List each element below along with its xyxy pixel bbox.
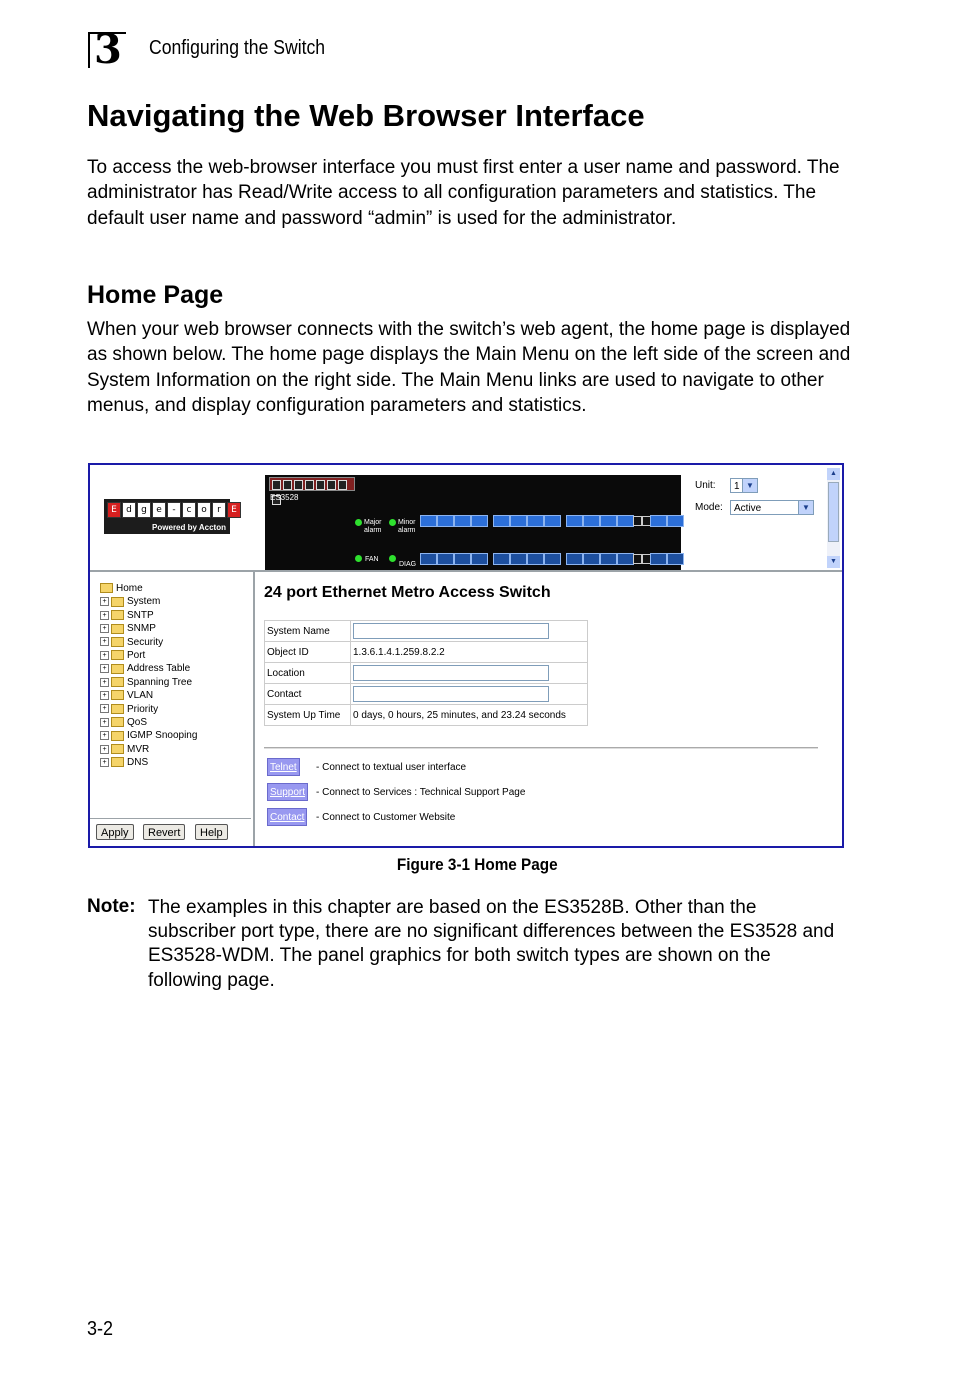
expand-icon[interactable]: + — [100, 758, 109, 767]
folder-icon — [111, 650, 124, 660]
menu-item-label: Address Table — [127, 663, 191, 675]
menu-item-label: Home — [116, 583, 143, 594]
expand-icon[interactable]: + — [100, 691, 109, 700]
menu-item-label: SNMP — [127, 623, 156, 635]
revert-button[interactable]: Revert — [143, 824, 185, 840]
telnet-description: - Connect to textual user interface — [316, 762, 467, 773]
menu-item-port[interactable] — [100, 649, 197, 662]
scroll-thumb[interactable] — [828, 482, 839, 542]
folder-icon — [111, 704, 124, 714]
menu-item-spanning-tree[interactable] — [100, 676, 197, 689]
menu-item-label: SNTP — [127, 609, 154, 621]
menu-item-label: VLAN — [127, 690, 154, 702]
menu-divider — [90, 818, 251, 819]
apply-button[interactable]: Apply — [96, 824, 134, 840]
rj45-port[interactable] — [420, 553, 437, 565]
chevron-down-icon: ▼ — [798, 501, 813, 514]
rj45-port[interactable] — [583, 515, 600, 527]
diag-label: DIAG — [399, 561, 417, 568]
expand-icon[interactable]: + — [100, 745, 109, 754]
rj45-port[interactable] — [617, 553, 634, 565]
menu-item-label: Port — [127, 649, 146, 661]
diag-led — [389, 555, 396, 562]
expand-icon[interactable]: + — [100, 597, 109, 606]
note-label: Note: — [87, 896, 136, 917]
mode-value: Active — [734, 503, 762, 514]
uplink-port[interactable] — [650, 553, 667, 565]
rj45-port[interactable] — [566, 553, 583, 565]
chevron-down-icon: ▼ — [742, 479, 757, 492]
rj45-port[interactable] — [583, 553, 600, 565]
content-divider — [264, 747, 818, 749]
expand-icon[interactable]: + — [100, 624, 109, 633]
help-button[interactable]: Help — [195, 824, 228, 840]
menu-item-system[interactable] — [100, 595, 197, 608]
rj45-port[interactable] — [617, 515, 634, 527]
menu-item-label: System — [127, 596, 161, 608]
figure-caption — [0, 855, 954, 875]
menu-item-sntp[interactable] — [100, 609, 197, 622]
mode-label: Mode: — [695, 502, 723, 513]
major-alarm-label: Major alarm — [364, 519, 382, 534]
field-label: System Name — [265, 621, 351, 642]
rj45-port[interactable] — [493, 553, 510, 565]
subsection-title: Home Page — [87, 281, 224, 309]
menu-item-home[interactable] — [100, 582, 197, 595]
main-menu-frame — [90, 572, 255, 846]
rj45-port[interactable] — [566, 515, 583, 527]
figure-caption-text: Figure 3-1 Home Page — [396, 855, 558, 874]
menu-item-label: Spanning Tree — [127, 676, 193, 688]
telnet-link[interactable]: Telnet — [267, 758, 300, 776]
rj45-port[interactable] — [437, 515, 454, 527]
menu-item-label: DNS — [127, 757, 149, 769]
logo-letter: E — [107, 502, 121, 518]
field-label: Object ID — [265, 642, 351, 663]
sfp-slot[interactable] — [633, 516, 642, 526]
folder-icon — [111, 757, 124, 767]
note-text: The examples in this chapter are based on the ES3528B. Other than the subscriber port type, there are no significant differences between the ES3528 and ES3528-WDM. The panel graphics for both switch types are shown on the following page. — [148, 897, 835, 991]
menu-item-address-table[interactable] — [100, 662, 197, 675]
scroll-down-icon[interactable]: ▼ — [827, 556, 840, 568]
switch-heading: 24 port Ethernet Metro Access Switch — [264, 584, 551, 601]
rj45-port[interactable] — [420, 515, 437, 527]
logo-powered-by: Powered by Accton — [152, 523, 226, 532]
system-info-table — [264, 620, 588, 726]
page-number: 3-2 — [87, 1318, 114, 1340]
folder-icon — [111, 677, 124, 687]
menu-item-priority[interactable] — [100, 703, 197, 716]
support-description: - Connect to Services : Technical Support Page — [316, 787, 526, 798]
unit-select[interactable] — [730, 478, 758, 493]
rj45-port[interactable] — [454, 515, 471, 527]
field-value-cell — [351, 684, 588, 705]
rj45-port[interactable] — [510, 515, 527, 527]
rj45-port[interactable] — [527, 553, 544, 565]
unit-value: 1 — [734, 481, 740, 492]
expand-icon[interactable]: + — [100, 731, 109, 740]
uplink-port[interactable] — [667, 515, 684, 527]
rj45-port[interactable] — [544, 515, 561, 527]
unit-label: Unit: — [695, 480, 716, 491]
field-value: 1.3.6.1.4.1.259.8.2.2 — [351, 642, 588, 663]
logo-letter: r — [212, 502, 226, 518]
support-link[interactable]: Support — [267, 783, 308, 801]
logo-letter: - — [167, 502, 181, 518]
running-title: Configuring the Switch — [149, 37, 326, 59]
table-row — [265, 705, 588, 726]
fan-led — [355, 555, 362, 562]
folder-icon — [111, 744, 124, 754]
contact-description: - Connect to Customer Website — [316, 812, 456, 823]
rj45-port[interactable] — [471, 515, 488, 527]
table-row — [265, 621, 588, 642]
table-row — [265, 642, 588, 663]
expand-icon[interactable]: + — [100, 678, 109, 687]
menu-item-label: Priority — [127, 703, 159, 715]
menu-item-security[interactable] — [100, 636, 197, 649]
rj45-port[interactable] — [600, 553, 617, 565]
table-row — [265, 663, 588, 684]
mode-select[interactable] — [730, 500, 814, 515]
panel-model-label: ES3528 — [270, 493, 299, 502]
intro-paragraph: To access the web-browser interface you must first enter a user name and password. The administrator has Read/Write access to all configuration parameters and statistics. The default user name and password “admin” is used for the administrator. — [87, 157, 840, 229]
field-label: System Up Time — [265, 705, 351, 726]
contact-input[interactable] — [353, 686, 549, 702]
minor-alarm-led — [389, 519, 396, 526]
contact-link[interactable]: Contact — [267, 808, 307, 826]
menu-item-qos[interactable] — [100, 716, 197, 729]
system-name-input[interactable] — [353, 623, 549, 639]
logo-letter: g — [137, 502, 151, 518]
rj45-port[interactable] — [510, 553, 527, 565]
folder-icon — [111, 610, 124, 620]
menu-item-dns[interactable] — [100, 756, 197, 769]
expand-icon[interactable]: + — [100, 718, 109, 727]
expand-icon[interactable]: + — [100, 611, 109, 620]
fan-label: FAN — [365, 556, 379, 563]
folder-icon — [111, 731, 124, 741]
edgecore-logo — [104, 499, 237, 534]
location-input[interactable] — [353, 665, 549, 681]
logo-letter: o — [197, 502, 211, 518]
rj45-port[interactable] — [544, 553, 561, 565]
section-title: Navigating the Web Browser Interface — [87, 98, 645, 133]
panel-brand-strip — [269, 477, 355, 491]
logo-letter: e — [152, 502, 166, 518]
menu-item-label: IGMP Snooping — [127, 730, 198, 742]
top-banner — [90, 465, 842, 572]
rj45-port[interactable] — [527, 515, 544, 527]
rj45-port[interactable] — [600, 515, 617, 527]
chapter-number: 3 — [94, 26, 122, 73]
folder-icon — [111, 664, 124, 674]
menu-item-mvr[interactable] — [100, 743, 197, 756]
menu-item-label: QoS — [127, 716, 148, 728]
menu-item-label: MVR — [127, 743, 150, 755]
chapter-number-box — [88, 26, 126, 73]
menu-item-vlan[interactable] — [100, 689, 197, 702]
logo-letter: E — [227, 502, 241, 518]
home-paragraph: When your web browser connects with the switch’s web agent, the home page is displayed as shown below. The home page displays the Main Menu on the left side of the screen and System Information on the right side. The Main Menu links are used to navigate to other menus, and display configuration parameters and statistics. — [87, 319, 851, 416]
rj45-port[interactable] — [493, 515, 510, 527]
expand-icon[interactable]: + — [100, 651, 109, 660]
uplink-port[interactable] — [650, 515, 667, 527]
folder-icon — [111, 624, 124, 634]
field-value: 0 days, 0 hours, 25 minutes, and 23.24 seconds — [351, 705, 588, 726]
rj45-port[interactable] — [437, 553, 454, 565]
main-menu-tree — [100, 582, 197, 769]
major-alarm-led — [355, 519, 362, 526]
switch-front-panel — [265, 475, 681, 570]
folder-icon — [111, 690, 124, 700]
field-label: Contact — [265, 684, 351, 705]
field-label: Location — [265, 663, 351, 684]
table-row — [265, 684, 588, 705]
field-value-cell — [351, 663, 588, 684]
menu-item-igmp-snooping[interactable] — [100, 729, 197, 742]
menu-item-label: Security — [127, 636, 164, 648]
logo-letter: d — [122, 502, 136, 518]
expand-icon[interactable]: + — [100, 664, 109, 673]
home-page-screenshot — [88, 463, 844, 848]
rj45-port[interactable] — [454, 553, 471, 565]
uplink-port[interactable] — [667, 553, 684, 565]
expand-icon[interactable]: + — [100, 637, 109, 646]
rj45-port[interactable] — [471, 553, 488, 565]
menu-item-snmp[interactable] — [100, 622, 197, 635]
minor-alarm-label: Minor alarm — [398, 519, 416, 534]
folder-icon — [100, 583, 113, 593]
top-frame-scrollbar[interactable] — [827, 468, 840, 568]
sfp-slot[interactable] — [633, 554, 642, 564]
scroll-up-icon[interactable]: ▲ — [827, 468, 840, 480]
expand-icon[interactable]: + — [100, 704, 109, 713]
folder-icon — [111, 597, 124, 607]
system-information-frame — [262, 572, 842, 846]
folder-icon — [111, 637, 124, 647]
logo-letter: c — [182, 502, 196, 518]
folder-icon — [111, 717, 124, 727]
field-value-cell — [351, 621, 588, 642]
